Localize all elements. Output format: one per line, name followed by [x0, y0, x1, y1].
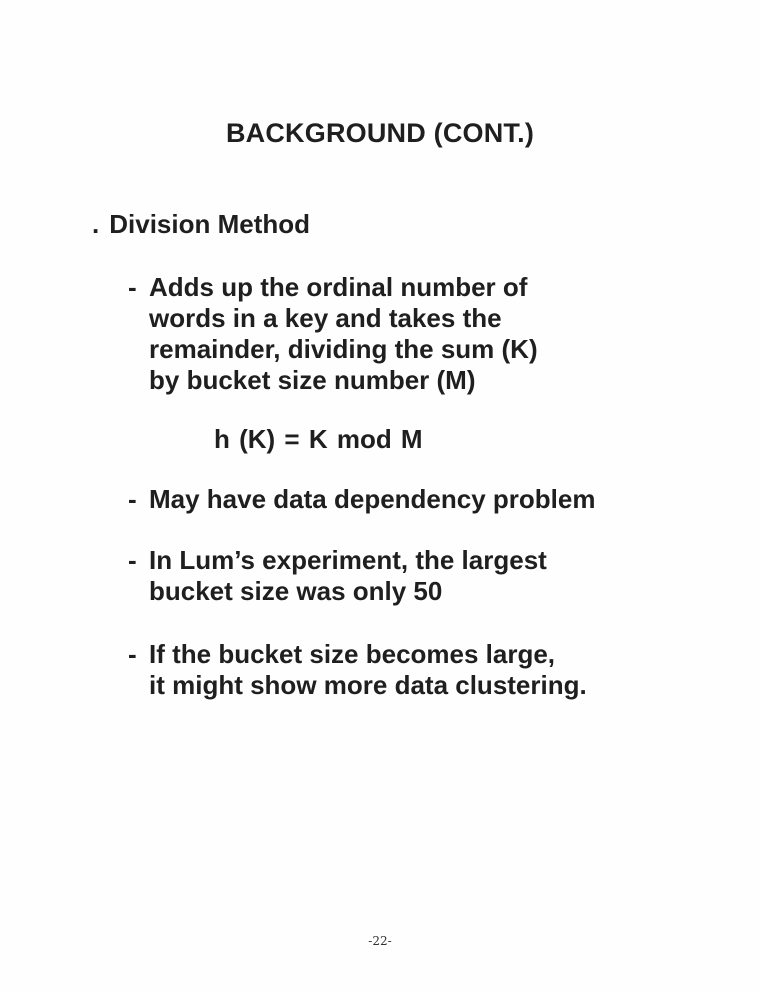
page-number: -22-	[368, 934, 392, 948]
list-item-line: words in a key and takes the	[149, 303, 502, 333]
list-item-line: bucket size was only 50	[149, 576, 443, 606]
section-bullet: .	[92, 209, 100, 239]
list-item	[128, 639, 748, 701]
list-item-line: In Lum’s experiment, the largest	[149, 545, 547, 575]
list-item-dash: -	[128, 639, 137, 669]
list-item-text	[149, 272, 748, 396]
list-item-dash: -	[128, 272, 137, 302]
list-item	[128, 545, 748, 607]
list-item-line: Adds up the ordinal number of	[149, 272, 528, 302]
hash-formula: h (K) = K mod M	[214, 424, 423, 454]
list-item-dash: -	[128, 545, 137, 575]
list-item-line: it might show more data clustering.	[149, 670, 587, 700]
list-item-text	[149, 484, 748, 515]
list-item-line: If the bucket size becomes large,	[149, 639, 556, 669]
list-item	[128, 484, 748, 515]
list-item-line: by bucket size number (M)	[149, 365, 476, 395]
section-heading	[92, 209, 310, 240]
list-item-line: remainder, dividing the sum (K)	[149, 334, 538, 364]
list-item-text	[149, 639, 748, 701]
list-item-line: May have data dependency problem	[149, 484, 596, 514]
page-title: BACKGROUND (CONT.)	[225, 118, 535, 148]
list-item-text	[149, 545, 748, 607]
list-item	[128, 272, 748, 396]
list-item-dash: -	[128, 484, 137, 514]
section-heading-text: Division Method	[109, 209, 311, 239]
